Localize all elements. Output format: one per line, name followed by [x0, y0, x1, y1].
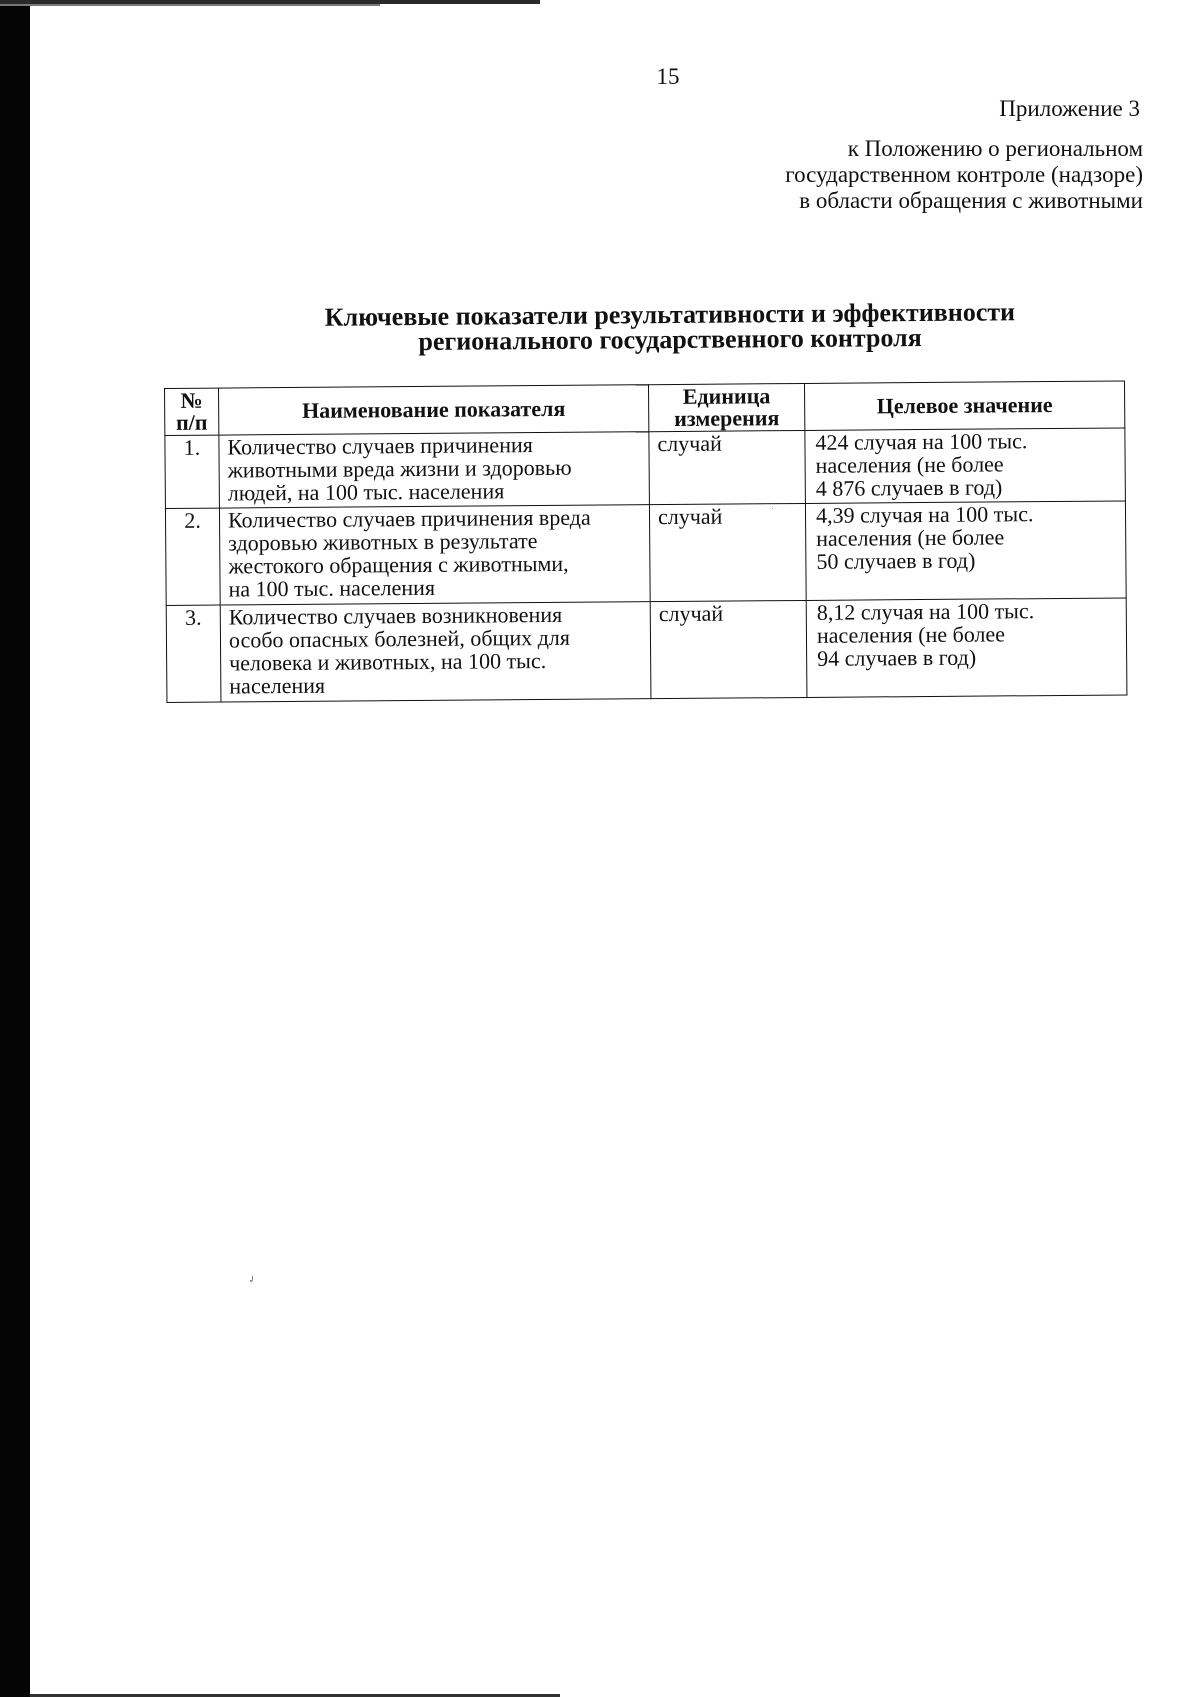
unit-of-measure: случай: [649, 430, 806, 504]
target-value: 424 случая на 100 тыс. населения (не более 4 876 случаев в год): [805, 428, 1126, 504]
row-number: 2.: [165, 508, 220, 605]
table-row: [166, 598, 1127, 703]
indicator-name: Количество случаев причинения животными вреда жизни и здоровью людей, на 100 тыс. населения: [219, 432, 650, 508]
table-header-row: [165, 381, 1125, 436]
document-title: [290, 299, 1050, 355]
target-value: 4,39 случая на 100 тыс. населения (не более 50 случаев в год): [805, 501, 1126, 601]
header-target-value: Целевое значение: [804, 381, 1124, 431]
scan-edge-top-shadow: [0, 4, 380, 6]
kpi-table: [164, 380, 1127, 703]
header-indicator-name: Наименование показателя: [219, 385, 649, 435]
document-title-line: регионального государственного контроля: [418, 323, 922, 356]
appendix-reference-line: в области обращения с животными: [799, 188, 1143, 213]
header-unit: Единица измерения: [648, 383, 804, 431]
scan-speck: [772, 508, 773, 509]
scan-edge-left: [0, 0, 30, 1697]
scan-speck: [252, 1276, 253, 1281]
document-title-line: Ключевые показатели результативности и эффективности: [324, 297, 1016, 332]
row-number: 3.: [166, 605, 221, 702]
kpi-table-container: [164, 380, 1126, 703]
indicator-name: Количество случаев причинения вреда здоровью животных в результате жестокого обращения с животными, на 100 тыс. населения: [219, 505, 650, 605]
appendix-reference-line: к Положению о региональном: [847, 136, 1143, 161]
target-value: 8,12 случая на 100 тыс. населения (не более 94 случаев в год): [806, 598, 1127, 698]
appendix-label: Приложение 3: [999, 96, 1140, 121]
indicator-name: Количество случаев возникновения особо опасных болезней, общих для человека и животных, на 100 тыс. населения: [220, 602, 651, 702]
header-number: № п/п: [165, 388, 219, 435]
page-number: 15: [656, 64, 680, 89]
table-row: [165, 501, 1126, 606]
unit-of-measure: случай: [649, 503, 806, 601]
unit-of-measure: случай: [650, 600, 807, 698]
row-number: 1.: [165, 435, 220, 508]
appendix-reference: [785, 136, 1143, 214]
table-row: [165, 428, 1126, 509]
appendix-reference-line: государственном контроле (надзоре): [785, 162, 1143, 187]
